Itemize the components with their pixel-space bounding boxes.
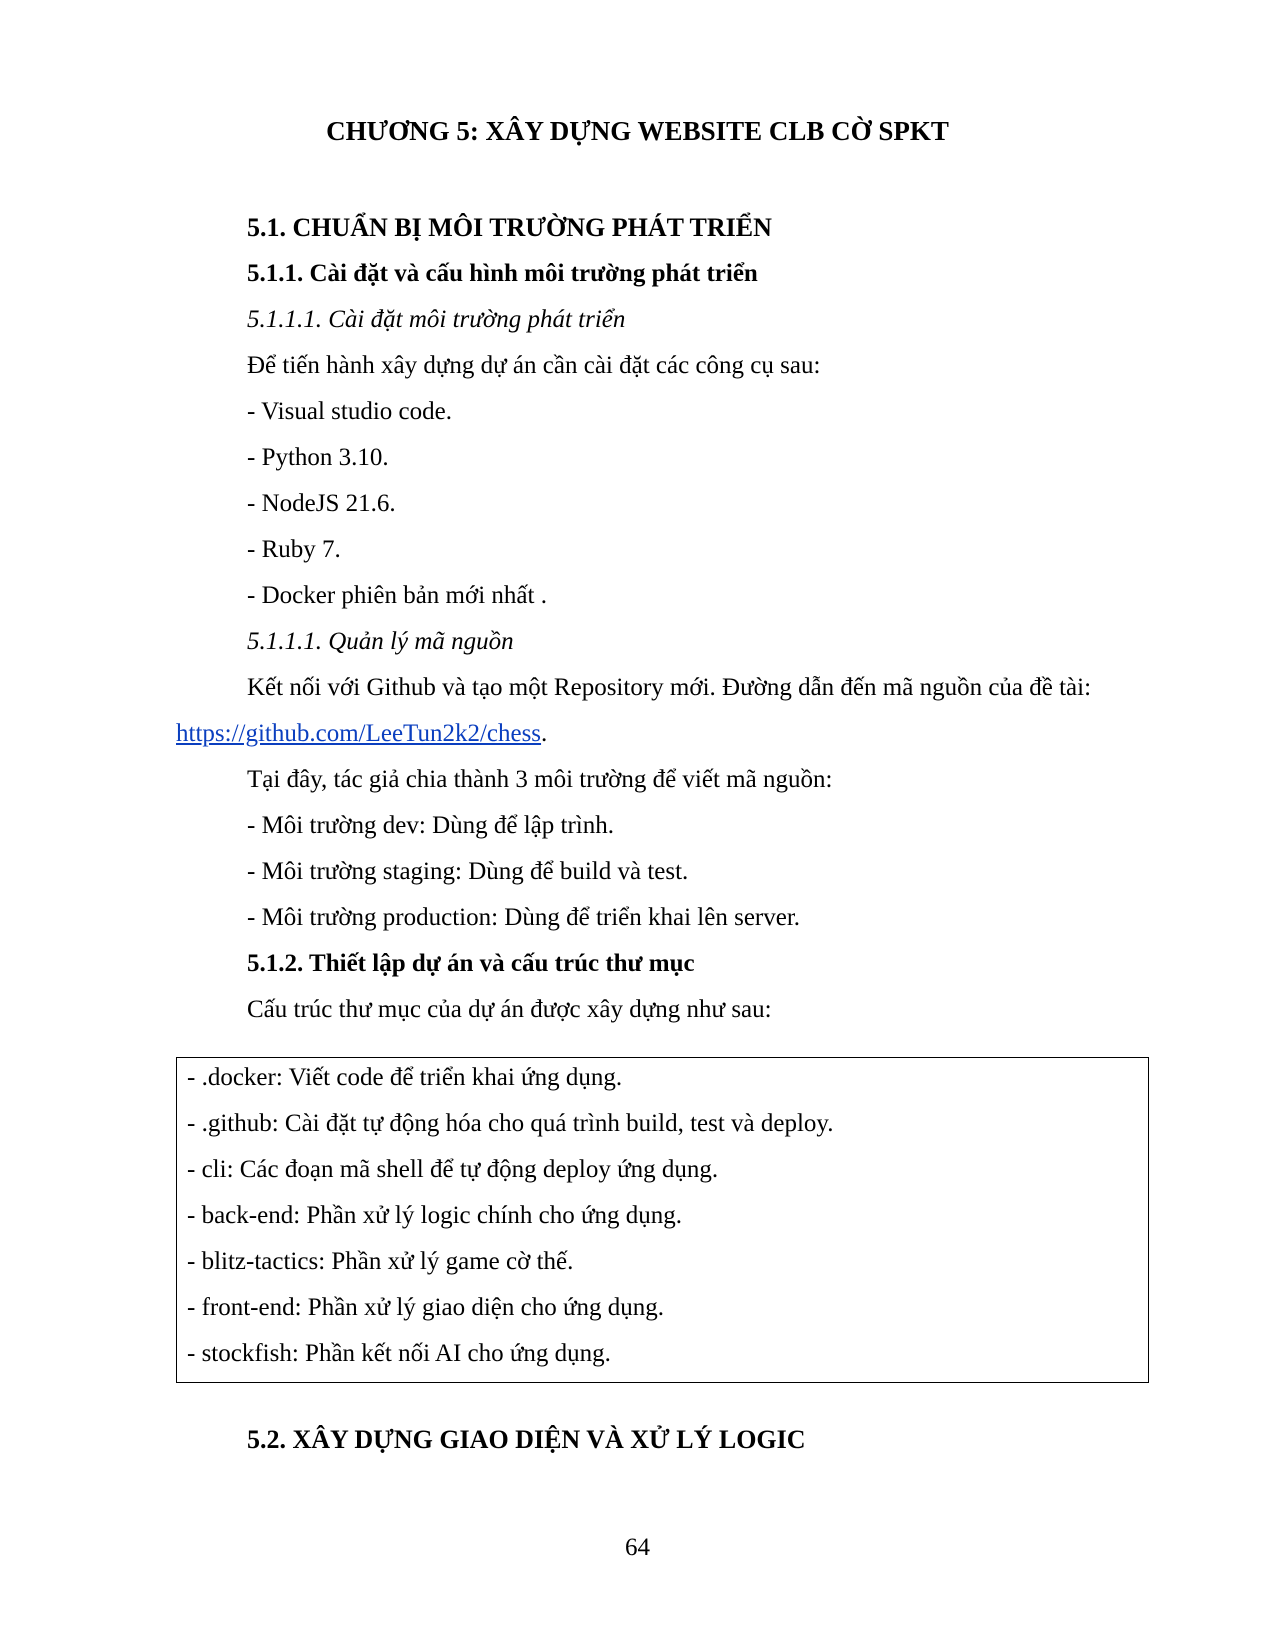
repo-link-line <box>176 719 547 749</box>
install-intro: Để tiến hành xây dựng dự án cần cài đặt các công cụ sau: <box>247 352 821 379</box>
tool-item: - NodeJS 21.6. <box>247 490 396 517</box>
tool-item: - Python 3.10. <box>247 444 389 471</box>
folder-item: - .docker: Viết code để triển khai ứng dụng. <box>187 1064 623 1091</box>
env-item: - Môi trường dev: Dùng để lập trình. <box>247 812 614 839</box>
tool-item: - Visual studio code. <box>247 398 452 425</box>
section-5-2-heading: 5.2. XÂY DỰNG GIAO DIỆN VÀ XỬ LÝ LOGIC <box>247 1425 806 1454</box>
env-item: - Môi trường production: Dùng để triển khai lên server. <box>247 904 801 931</box>
folder-item: - cli: Các đoạn mã shell để tự động deploy ứng dụng. <box>187 1156 719 1183</box>
tool-item: - Ruby 7. <box>247 536 341 563</box>
tool-item: - Docker phiên bản mới nhất . <box>247 582 547 609</box>
folder-item: - .github: Cài đặt tự động hóa cho quá trình build, test và deploy. <box>187 1110 834 1137</box>
source-management-heading: 5.1.1.1. Quản lý mã nguồn <box>247 628 514 655</box>
folder-intro: Cấu trúc thư mục của dự án được xây dựng như sau: <box>247 996 772 1023</box>
repo-link-suffix: . <box>541 720 548 747</box>
section-5-1-1-1-heading: 5.1.1.1. Cài đặt môi trường phát triển <box>247 306 626 333</box>
page-number: 64 <box>625 1534 650 1561</box>
chapter-title: CHƯƠNG 5: XÂY DỰNG WEBSITE CLB CỜ SPKT <box>326 116 949 146</box>
section-5-1-1-heading: 5.1.1. Cài đặt và cấu hình môi trường phát triển <box>247 260 758 287</box>
folder-item: - stockfish: Phần kết nối AI cho ứng dụng. <box>187 1340 611 1367</box>
folder-item: - back-end: Phần xử lý logic chính cho ứng dụng. <box>187 1202 683 1229</box>
folder-item: - front-end: Phần xử lý giao diện cho ứng dụng. <box>187 1294 665 1321</box>
env-intro: Tại đây, tác giả chia thành 3 môi trường để viết mã nguồn: <box>247 766 833 793</box>
repo-link[interactable]: https://github.com/LeeTun2k2/chess <box>176 720 542 747</box>
env-item: - Môi trường staging: Dùng để build và test. <box>247 858 689 885</box>
section-5-1-2-heading: 5.1.2. Thiết lập dự án và cấu trúc thư mục <box>247 950 695 977</box>
folder-item: - blitz-tactics: Phần xử lý game cờ thế. <box>187 1248 574 1275</box>
folder-structure-box <box>176 1057 1149 1383</box>
github-paragraph: Kết nối với Github và tạo một Repository mới. Đường dẫn đến mã nguồn của đề tài: <box>247 674 1092 701</box>
section-5-1-heading: 5.1. CHUẨN BỊ MÔI TRƯỜNG PHÁT TRIỂN <box>247 213 772 242</box>
